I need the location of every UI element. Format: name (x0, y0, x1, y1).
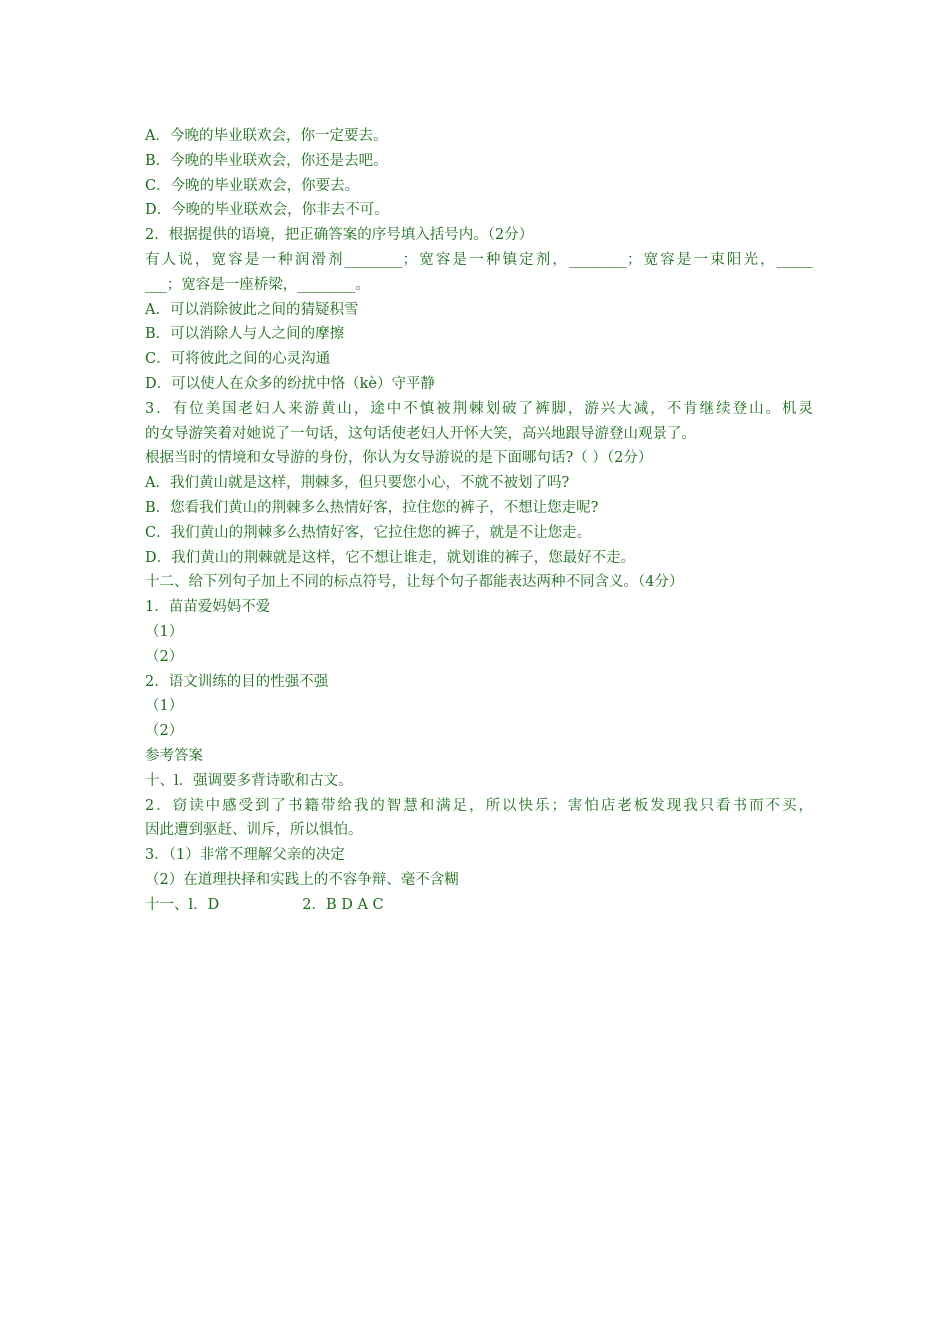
question-2-passage-line-1: 有人说，宽容是一种润滑剂________；宽容是一种镇定剂，________；宽容是一束阳光，_____ (145, 251, 813, 268)
option-line-c: C．今晚的毕业联欢会，你要去。 (145, 177, 360, 194)
question-3-option-d: D．我们黄山的荆棘就是这样，它不想让谁走，就划谁的裤子，您最好不走。 (145, 549, 636, 566)
question-3-option-c: C．我们黄山的荆棘多么热情好客，它拉住您的裤子，就是不让您走。 (145, 524, 592, 541)
question-2-option-b: B．可以消除人与人之间的摩擦 (145, 326, 345, 343)
section-12-heading: 十二、给下列句子加上不同的标点符号，让每个句子都能表达两种不同含义。（4分） (145, 574, 684, 591)
answer-10-item-1: 十、l．强调要多背诗歌和古文。 (145, 772, 353, 789)
question-2-heading: 2．根据提供的语境，把正确答案的序号填入括号内。（2分） (145, 227, 534, 244)
answer-key-heading: 参考答案 (145, 747, 203, 764)
answer-11: 十一、l．D 2．B D A C (145, 896, 384, 913)
answer-10-item-3-part-1: 3．（1）非常不理解父亲的决定 (145, 847, 345, 864)
question-2-passage-line-2: ___；宽容是一座桥梁，________。 (145, 276, 370, 293)
answer-10-item-2-line-1: 2．窃读中感受到了书籍带给我的智慧和满足，所以快乐；害怕店老板发现我只看书而不买， (145, 797, 813, 814)
option-line-d: D．今晚的毕业联欢会，你非去不可。 (145, 202, 389, 219)
section-12-item-1: 1．苗苗爱妈妈不爱 (145, 599, 271, 616)
question-2-option-d: D．可以使人在众多的纷扰中恪（kè）守平静 (145, 375, 435, 392)
section-12-item-1-blank-1: （1） (145, 623, 184, 640)
section-12-item-2-blank-1: （1） (145, 698, 184, 715)
question-3-option-b: B．您看我们黄山的荆棘多么热情好客，拉住您的裤子，不想让您走呢? (145, 499, 599, 516)
answer-10-item-3-part-2: （2）在道理抉择和实践上的不容争辩、毫不含糊 (145, 871, 459, 888)
question-2-option-a: A．可以消除彼此之间的猜疑积雪 (145, 301, 359, 318)
question-3-passage-line-2: 的女导游笑着对她说了一句话，这句话使老妇人开怀大笑，高兴地跟导游登山观景了。 (145, 425, 696, 442)
section-12-item-2-blank-2: （2） (145, 723, 184, 740)
question-3-prompt: 根据当时的情境和女导游的身份，你认为女导游说的是下面哪句话?（ ）（2分） (145, 450, 653, 467)
question-3-passage-line-1: 3．有位美国老妇人来游黄山，途中不慎被荆棘划破了裤脚，游兴大减，不肯继续登山。机灵 (145, 400, 813, 417)
question-3-option-a: A．我们黄山就是这样，荆棘多，但只要您小心，不就不被划了吗? (145, 475, 570, 492)
answer-10-item-2-line-2: 因此遭到驱赶、训斥，所以惧怕。 (145, 822, 363, 839)
option-line-a: A．今晚的毕业联欢会，你一定要去。 (145, 128, 388, 144)
question-2-option-c: C．可将彼此之间的心灵沟通 (145, 351, 331, 368)
option-line-b: B．今晚的毕业联欢会，你还是去吧。 (145, 152, 388, 169)
document-page (145, 124, 813, 918)
section-12-item-1-blank-2: （2） (145, 648, 184, 665)
section-12-item-2: 2．语文训练的目的性强不强 (145, 673, 329, 690)
